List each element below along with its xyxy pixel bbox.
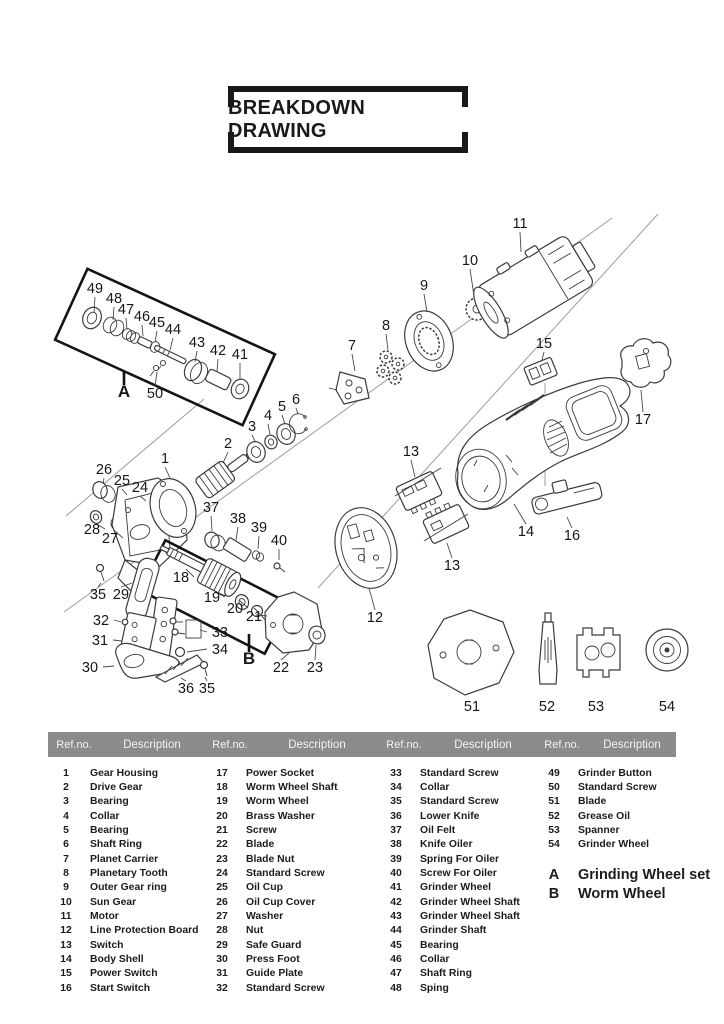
part-grinder-wheel <box>646 629 688 671</box>
table-row <box>48 938 204 952</box>
part-description: Grease Oil <box>578 810 630 822</box>
ref-no: 38 <box>390 839 402 851</box>
ref-no: 12 <box>60 925 72 937</box>
table-row <box>48 909 204 923</box>
callout-37: 37 <box>202 500 220 516</box>
ref-no: 32 <box>216 982 228 994</box>
callout-26: 26 <box>95 462 113 478</box>
part-shaft-ring-6 <box>289 414 307 434</box>
part-description: Press Foot <box>246 954 300 966</box>
callout-24: 24 <box>131 480 149 496</box>
part-description: Grinder Wheel Shaft <box>420 911 520 923</box>
part-screws-33 <box>170 618 201 638</box>
callout-6: 6 <box>291 392 301 408</box>
table-row <box>204 780 378 794</box>
callout-45: 45 <box>148 315 166 331</box>
part-description: Switch <box>90 939 124 951</box>
table-row <box>536 838 676 852</box>
table-row <box>378 924 536 938</box>
ref-no-header: Ref.no. <box>56 738 92 751</box>
callout-28: 28 <box>83 522 101 538</box>
ref-no: 8 <box>63 868 69 880</box>
table-row <box>536 809 676 823</box>
part-description: Screw <box>246 825 277 837</box>
part-description: Drive Gear <box>90 782 143 794</box>
leader-line-4 <box>268 424 270 434</box>
description-header: Description <box>454 738 512 751</box>
table-row <box>48 809 204 823</box>
table-row <box>378 967 536 981</box>
ref-no: 4 <box>63 810 69 822</box>
leader-line-34 <box>187 649 207 652</box>
callout-46: 46 <box>133 309 151 325</box>
callout-3: 3 <box>247 419 257 435</box>
ref-no: 52 <box>548 810 560 822</box>
callout-35: 35 <box>89 587 107 603</box>
table-column-1 <box>48 766 204 996</box>
ref-no: 29 <box>216 939 228 951</box>
ref-no-header: Ref.no. <box>212 738 248 751</box>
table-row <box>378 938 536 952</box>
part-description: Lower Knife <box>420 810 480 822</box>
part-body-shell <box>450 378 630 514</box>
leader-line-50 <box>155 372 157 386</box>
part-description: Safe Guard <box>246 939 302 951</box>
part-description: Blade Nut <box>246 853 295 865</box>
callout-27: 27 <box>101 531 119 547</box>
callout-12: 12 <box>366 610 384 626</box>
callout-13: 13 <box>443 558 461 574</box>
ref-no: 14 <box>60 954 72 966</box>
table-row <box>536 780 676 794</box>
table-column-2 <box>204 766 378 996</box>
callout-42: 42 <box>209 343 227 359</box>
callout-7: 7 <box>347 338 357 354</box>
leader-line-3 <box>252 435 255 441</box>
part-description: Power Switch <box>90 968 158 980</box>
leader-line-14 <box>514 504 526 524</box>
table-body <box>48 757 711 996</box>
table-row <box>378 852 536 866</box>
part-planet-carrier <box>329 372 369 404</box>
description-header: Description <box>123 738 181 751</box>
table-row <box>378 795 536 809</box>
part-description: Sping <box>420 982 449 994</box>
ref-no: 10 <box>60 896 72 908</box>
part-description: Nut <box>246 925 264 937</box>
leader-line-9 <box>424 294 427 312</box>
description-header: Description <box>603 738 661 751</box>
table-row <box>48 780 204 794</box>
part-description: Collar <box>90 810 120 822</box>
ref-no: B <box>548 885 560 902</box>
table-row <box>48 895 204 909</box>
table-row <box>204 952 378 966</box>
callout-40: 40 <box>270 533 288 549</box>
ref-no: 42 <box>390 896 402 908</box>
parts-table <box>48 732 711 996</box>
ref-no-header: Ref.no. <box>544 738 580 751</box>
table-header-group <box>378 732 536 757</box>
callout-41: 41 <box>231 347 249 363</box>
leader-line-16 <box>567 517 572 528</box>
ref-no: 27 <box>216 911 228 923</box>
table-row <box>378 866 536 880</box>
part-spare-blade <box>428 610 514 695</box>
leader-line-44 <box>170 338 173 350</box>
leader-line-23 <box>315 645 316 660</box>
part-description: Shaft Ring <box>90 839 142 851</box>
ref-no: 26 <box>216 896 228 908</box>
part-description: Sun Gear <box>90 896 137 908</box>
part-outer-gear-ring <box>396 304 462 379</box>
part-description: Washer <box>246 911 284 923</box>
ref-no: 44 <box>390 925 402 937</box>
ref-no: 36 <box>390 810 402 822</box>
ref-no-header: Ref.no. <box>386 738 422 751</box>
ref-no: 21 <box>216 825 228 837</box>
callout-49: 49 <box>86 281 104 297</box>
callout-36: 36 <box>177 681 195 697</box>
table-row <box>536 865 711 884</box>
callout-48: 48 <box>105 291 123 307</box>
callout-10: 10 <box>461 253 479 269</box>
leader-line-31 <box>113 640 122 641</box>
table-row <box>378 881 536 895</box>
table-row <box>48 967 204 981</box>
callout-32: 32 <box>92 613 110 629</box>
part-collar-34 <box>176 648 185 657</box>
leader-line-32 <box>114 620 121 622</box>
ref-no: 1 <box>63 767 69 779</box>
leader-line-2 <box>223 452 228 463</box>
ref-no: 2 <box>63 782 69 794</box>
table-row <box>378 823 536 837</box>
part-description: Grinder Shaft <box>420 925 487 937</box>
ref-no: 49 <box>548 767 560 779</box>
table-row <box>378 766 536 780</box>
part-line-protection-board <box>326 500 406 595</box>
table-row <box>48 866 204 880</box>
ref-no: 34 <box>390 782 402 794</box>
leader-line-13 <box>447 543 452 558</box>
ref-no: 50 <box>548 782 560 794</box>
part-description: Grinder Button <box>578 767 652 779</box>
part-description: Shaft Ring <box>420 968 472 980</box>
table-row <box>378 895 536 909</box>
table-row <box>204 981 378 995</box>
ref-no: 24 <box>216 868 228 880</box>
callout-20: 20 <box>226 601 244 617</box>
ref-no: 25 <box>216 882 228 894</box>
ref-no: 22 <box>216 839 228 851</box>
part-description: Oil Cup Cover <box>246 896 316 908</box>
part-description: Bearing <box>90 796 129 808</box>
part-description: Standard Screw <box>420 767 499 779</box>
ref-no: 3 <box>63 796 69 808</box>
ref-no: 45 <box>390 939 402 951</box>
part-description: Collar <box>420 782 450 794</box>
table-column-4 <box>536 766 711 996</box>
table-header <box>48 732 676 757</box>
callout-53: 53 <box>587 699 605 715</box>
part-description: Worm Wheel Shaft <box>246 782 338 794</box>
part-motor <box>461 224 602 342</box>
ref-no: 16 <box>60 982 72 994</box>
part-description: Grinder Wheel Shaft <box>420 896 520 908</box>
ref-no: 15 <box>60 968 72 980</box>
table-row <box>48 924 204 938</box>
part-description: Power Socket <box>246 767 315 779</box>
part-screw-35a <box>97 565 105 582</box>
table-row <box>204 881 378 895</box>
callout-A: A <box>117 382 131 401</box>
table-column-3 <box>378 766 536 996</box>
table-row <box>48 981 204 995</box>
callout-9: 9 <box>419 278 429 294</box>
table-row <box>204 924 378 938</box>
table-row <box>204 766 378 780</box>
callout-2: 2 <box>223 436 233 452</box>
callout-B: B <box>242 649 256 668</box>
part-description: Oil Felt <box>420 825 456 837</box>
callout-5: 5 <box>277 399 287 415</box>
part-description: Bearing <box>90 825 129 837</box>
part-description: Guide Plate <box>246 968 304 980</box>
table-row <box>378 981 536 995</box>
page-title: BREAKDOWN DRAWING <box>228 96 366 142</box>
part-description: Gear Housing <box>90 767 159 779</box>
callout-52: 52 <box>538 699 556 715</box>
callout-22: 22 <box>272 660 290 676</box>
ref-no: 6 <box>63 839 69 851</box>
table-row <box>48 881 204 895</box>
part-description: Grinder Wheel <box>420 882 492 894</box>
callout-33: 33 <box>211 625 229 641</box>
part-description: Planetary Tooth <box>90 868 168 880</box>
part-description: Oil Cup <box>246 882 283 894</box>
leader-line-47 <box>126 318 127 329</box>
part-description: Worm Wheel <box>246 796 309 808</box>
part-blade <box>265 592 322 653</box>
ref-no: 40 <box>390 868 402 880</box>
ref-no: 39 <box>390 853 402 865</box>
ref-no: 30 <box>216 954 228 966</box>
callout-44: 44 <box>164 322 182 338</box>
ref-no: 19 <box>216 796 228 808</box>
callout-30: 30 <box>81 660 99 676</box>
ref-no: 46 <box>390 954 402 966</box>
part-planetary-tooth <box>377 351 404 384</box>
part-description: Line Protection Board <box>90 925 199 937</box>
ref-no: 5 <box>63 825 69 837</box>
part-description: Grinder Wheel <box>578 839 650 851</box>
table-row <box>204 795 378 809</box>
callout-31: 31 <box>91 633 109 649</box>
part-description: Spanner <box>578 825 620 837</box>
table-row <box>536 766 676 780</box>
ref-no: 18 <box>216 782 228 794</box>
leader-line-17 <box>641 390 643 412</box>
leader-line-10 <box>470 269 474 296</box>
table-header-group <box>204 732 378 757</box>
table-row <box>378 809 536 823</box>
table-header-group <box>48 732 204 757</box>
ref-no: 54 <box>548 839 560 851</box>
table-row <box>204 823 378 837</box>
leader-line-38 <box>236 527 238 540</box>
callout-25: 25 <box>113 473 131 489</box>
callout-1: 1 <box>160 451 170 467</box>
callout-17: 17 <box>634 412 652 428</box>
part-switch-2 <box>420 499 469 544</box>
ref-no: 20 <box>216 810 228 822</box>
table-header-group <box>536 732 676 757</box>
part-description: Blade <box>578 796 607 808</box>
leader-line-37 <box>211 516 212 531</box>
part-description: Collar <box>420 954 450 966</box>
table-row <box>204 852 378 866</box>
leader-line-8 <box>386 334 388 350</box>
table-row <box>48 823 204 837</box>
table-row <box>48 838 204 852</box>
callout-51: 51 <box>463 699 481 715</box>
leader-line-46 <box>142 325 143 336</box>
table-row <box>48 852 204 866</box>
table-row <box>204 909 378 923</box>
table-row <box>204 809 378 823</box>
leader-line-7 <box>352 354 355 371</box>
ref-no: 43 <box>390 911 402 923</box>
ref-no: 17 <box>216 767 228 779</box>
ref-no: 53 <box>548 825 560 837</box>
part-description: Grinding Wheel set <box>578 866 711 883</box>
callout-54: 54 <box>658 699 676 715</box>
callout-34: 34 <box>211 642 229 658</box>
ref-no: 33 <box>390 767 402 779</box>
callout-39: 39 <box>250 520 268 536</box>
part-description: Worm Wheel <box>578 885 666 902</box>
part-description: Start Switch <box>90 982 151 994</box>
callout-8: 8 <box>381 318 391 334</box>
part-description: Standard Screw <box>420 796 499 808</box>
ref-no: 7 <box>63 853 69 865</box>
part-description: Standard Screw <box>578 782 657 794</box>
part-description: Motor <box>90 911 119 923</box>
table-row <box>536 884 676 903</box>
leader-line-11 <box>520 232 521 252</box>
callout-16: 16 <box>563 528 581 544</box>
ref-no: 9 <box>63 882 69 894</box>
leader-line-5 <box>282 415 285 424</box>
part-spanner <box>577 628 620 677</box>
leader-line-30 <box>103 666 114 667</box>
callout-35: 35 <box>198 681 216 697</box>
leader-line-22 <box>281 653 289 660</box>
ref-no: 13 <box>60 939 72 951</box>
table-row <box>48 952 204 966</box>
part-start-switch <box>528 472 602 515</box>
part-description: Bearing <box>420 939 459 951</box>
ref-no: 28 <box>216 925 228 937</box>
ref-no: 51 <box>548 796 560 808</box>
table-row <box>536 795 676 809</box>
callout-4: 4 <box>263 408 273 424</box>
table-row <box>378 838 536 852</box>
table-row <box>204 838 378 852</box>
callout-19: 19 <box>203 590 221 606</box>
table-row <box>204 895 378 909</box>
part-description: Blade <box>246 839 275 851</box>
callout-11: 11 <box>512 216 528 232</box>
ref-no: 23 <box>216 853 228 865</box>
table-row <box>48 766 204 780</box>
part-description: Standard Screw <box>246 982 325 994</box>
part-power-socket <box>621 339 671 388</box>
ref-no: 37 <box>390 825 402 837</box>
part-description: Standard Screw <box>246 868 325 880</box>
ref-no: 11 <box>60 911 72 923</box>
ref-no: 31 <box>216 968 228 980</box>
leader-line-45 <box>155 331 157 342</box>
ref-no: A <box>548 866 560 883</box>
ref-no: 48 <box>390 982 402 994</box>
leader-line-1 <box>165 467 170 478</box>
callout-29: 29 <box>112 587 130 603</box>
part-description: Planet Carrier <box>90 853 159 865</box>
callout-23: 23 <box>306 660 324 676</box>
part-grease-oil <box>539 613 557 684</box>
callout-47: 47 <box>117 302 135 318</box>
part-description: Outer Gear ring <box>90 882 167 894</box>
part-description: Spring For Oiler <box>420 853 500 865</box>
leader-line-12 <box>369 588 375 610</box>
callout-43: 43 <box>188 335 206 351</box>
table-row <box>204 967 378 981</box>
table-row <box>48 795 204 809</box>
callout-18: 18 <box>172 570 190 586</box>
ref-no: 35 <box>390 796 402 808</box>
table-row <box>378 780 536 794</box>
callout-21: 21 <box>245 609 263 625</box>
table-row <box>536 823 676 837</box>
ref-no: 41 <box>390 882 402 894</box>
table-row <box>378 909 536 923</box>
callout-14: 14 <box>517 524 535 540</box>
ref-no: 47 <box>390 968 402 980</box>
description-header: Description <box>288 738 346 751</box>
part-description: Knife Oiler <box>420 839 473 851</box>
leader-line-15 <box>542 352 544 360</box>
callout-50: 50 <box>146 386 164 402</box>
callout-15: 15 <box>535 336 553 352</box>
part-description: Brass Washer <box>246 810 315 822</box>
part-power-switch <box>524 357 558 385</box>
table-row <box>378 952 536 966</box>
table-row <box>204 938 378 952</box>
leader-line-13 <box>411 460 415 477</box>
part-description: Body Shell <box>90 954 144 966</box>
callout-38: 38 <box>229 511 247 527</box>
leader-line-6 <box>296 408 298 414</box>
callout-13: 13 <box>402 444 420 460</box>
leader-line-39 <box>258 536 259 549</box>
table-row <box>204 866 378 880</box>
part-description: Screw For Oiler <box>420 868 497 880</box>
leader-line-42 <box>217 359 218 371</box>
part-screw-35b <box>201 662 208 677</box>
